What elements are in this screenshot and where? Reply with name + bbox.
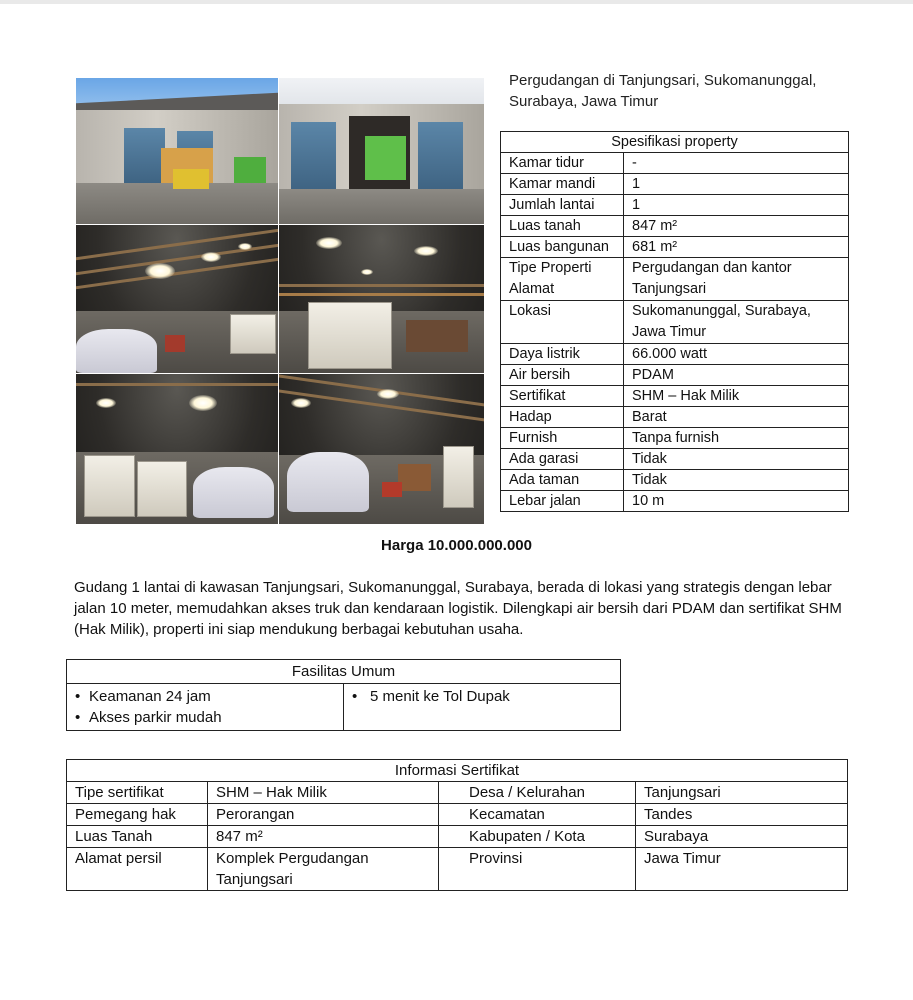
- spec-value: 10 m: [624, 491, 849, 512]
- list-item: [75, 707, 335, 728]
- spec-table: [500, 131, 849, 512]
- table-row: [67, 804, 848, 826]
- listing-title-line: Surabaya, Jawa Timur: [509, 93, 659, 110]
- table-row: [501, 237, 849, 258]
- price-label: Harga 10.000.000.000: [381, 537, 532, 554]
- certificate-header: Informasi Sertifikat: [67, 760, 848, 782]
- table-row: [501, 216, 849, 237]
- spec-value: [624, 301, 849, 344]
- listing-title-line: Pergudangan di Tanjungsari, Sukomanunggal,: [509, 72, 817, 89]
- spec-value: PDAM: [624, 365, 849, 386]
- table-row: [501, 449, 849, 470]
- list-item: [352, 686, 612, 707]
- spec-value-line: Tanjungsari: [632, 281, 707, 297]
- spec-value: 847 m²: [624, 216, 849, 237]
- property-photo-grid: [76, 78, 484, 524]
- bullet-icon: •: [75, 688, 81, 705]
- spec-label: Hadap: [501, 407, 624, 428]
- table-row: [501, 174, 849, 195]
- table-row: [501, 258, 849, 301]
- cert-value: Jawa Timur: [636, 848, 848, 891]
- spec-label: Luas tanah: [501, 216, 624, 237]
- cert-value: 847 m²: [208, 826, 439, 848]
- photo-exterior-entrance[interactable]: [279, 78, 484, 224]
- spec-label: Daya listrik: [501, 344, 624, 365]
- cert-label: Tipe sertifikat: [67, 782, 208, 804]
- photo-interior-3[interactable]: [76, 374, 278, 524]
- spec-value-line: Sukomanunggal, Surabaya,: [632, 303, 811, 319]
- spec-value: 66.000 watt: [624, 344, 849, 365]
- spec-label: Air bersih: [501, 365, 624, 386]
- table-row: [501, 491, 849, 512]
- spec-table-header: Spesifikasi property: [501, 132, 849, 153]
- spec-value: 1: [624, 195, 849, 216]
- property-description: Gudang 1 lantai di kawasan Tanjungsari, Sukomanunggal, Surabaya, berada di lokasi yang strategis dengan lebar jalan 10 meter, memudahkan akses truk dan kendaraan logistik. Dilengkapi air bersih dari PDAM dan sertifikat SHM (Hak Milik), properti ini siap mendukung berbagai kebutuhan usaha.: [74, 579, 842, 638]
- facilities-table: [66, 659, 621, 731]
- spec-label: Lebar jalan: [501, 491, 624, 512]
- cert-label: Provinsi: [439, 848, 636, 891]
- cert-value: Perorangan: [208, 804, 439, 826]
- table-row: [501, 195, 849, 216]
- cert-label: Desa / Kelurahan: [439, 782, 636, 804]
- table-row: [501, 153, 849, 174]
- spec-label: Kamar tidur: [501, 153, 624, 174]
- photo-interior-4[interactable]: [279, 374, 484, 524]
- listing-title: [509, 70, 849, 112]
- cert-value: Tandes: [636, 804, 848, 826]
- spec-value-line: Jawa Timur: [632, 324, 707, 340]
- photo-exterior-trucks[interactable]: [76, 78, 278, 224]
- cert-label: Pemegang hak: [67, 804, 208, 826]
- cert-value: Surabaya: [636, 826, 848, 848]
- table-row: [501, 470, 849, 491]
- photo-interior-2[interactable]: [279, 225, 484, 373]
- spec-value: SHM – Hak Milik: [624, 386, 849, 407]
- spec-value-line: Pergudangan dan kantor: [632, 260, 792, 276]
- facilities-left-column: [67, 684, 344, 731]
- bullet-icon: •: [352, 688, 358, 705]
- table-row: [67, 782, 848, 804]
- facility-text: Akses parkir mudah: [89, 709, 222, 726]
- spec-label: Luas bangunan: [501, 237, 624, 258]
- spec-label: Sertifikat: [501, 386, 624, 407]
- table-row: [501, 386, 849, 407]
- cert-label: Kecamatan: [439, 804, 636, 826]
- spec-value: Tidak: [624, 470, 849, 491]
- cert-value: SHM – Hak Milik: [208, 782, 439, 804]
- spec-label: Kamar mandi: [501, 174, 624, 195]
- table-row: [501, 428, 849, 449]
- table-row: [501, 301, 849, 344]
- cert-value-line: Tanjungsari: [216, 871, 293, 888]
- spec-label-line: Tipe Properti: [509, 260, 592, 276]
- table-row: [501, 344, 849, 365]
- spec-label-line: Alamat: [509, 281, 555, 297]
- spec-label: Ada garasi: [501, 449, 624, 470]
- spec-value: Tidak: [624, 449, 849, 470]
- bullet-icon: •: [75, 709, 81, 726]
- table-row: [501, 365, 849, 386]
- facility-text: 5 menit ke Tol Dupak: [370, 688, 510, 705]
- table-row: [67, 848, 848, 891]
- table-row: [67, 826, 848, 848]
- certificate-table: [66, 759, 848, 891]
- list-item: [75, 686, 335, 707]
- cert-label: Luas Tanah: [67, 826, 208, 848]
- cert-value-line: Komplek Pergudangan: [216, 850, 369, 867]
- photo-interior-1[interactable]: [76, 225, 278, 373]
- spec-label: [501, 258, 624, 301]
- cert-value: [208, 848, 439, 891]
- page-top-edge: [0, 0, 913, 4]
- spec-label: Furnish: [501, 428, 624, 449]
- cert-label: Alamat persil: [67, 848, 208, 891]
- cert-value: Tanjungsari: [636, 782, 848, 804]
- spec-value: 1: [624, 174, 849, 195]
- spec-label: Lokasi: [501, 301, 624, 344]
- table-row: [501, 407, 849, 428]
- spec-value: Tanpa furnish: [624, 428, 849, 449]
- spec-value: 681 m²: [624, 237, 849, 258]
- facilities-right-column: [344, 684, 621, 731]
- spec-label: Ada taman: [501, 470, 624, 491]
- spec-label: Jumlah lantai: [501, 195, 624, 216]
- spec-value: -: [624, 153, 849, 174]
- facility-text: Keamanan 24 jam: [89, 688, 211, 705]
- spec-value: [624, 258, 849, 301]
- spec-value: Barat: [624, 407, 849, 428]
- cert-label: Kabupaten / Kota: [439, 826, 636, 848]
- facilities-header: Fasilitas Umum: [67, 660, 621, 684]
